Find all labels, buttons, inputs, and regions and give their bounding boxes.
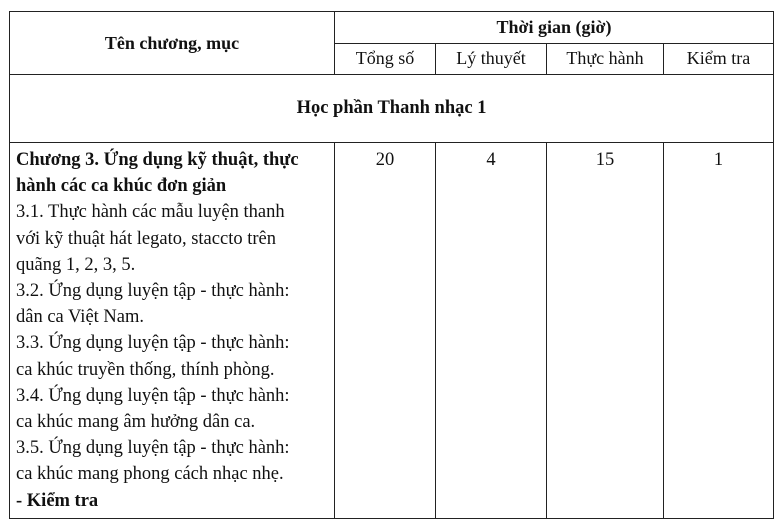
header-practice: Thực hành	[547, 43, 664, 75]
value-practice: 15	[547, 143, 664, 519]
value-test: 1	[664, 143, 774, 519]
chapter-item-line: với kỹ thuật hát legato, staccto trên	[16, 228, 276, 249]
chapter-item-line: 3.2. Ứng dụng luyện tập - thực hành:	[16, 281, 290, 302]
document-page	[9, 11, 774, 519]
chapter-item-line: ca khúc mang phong cách nhạc nhẹ.	[16, 464, 284, 485]
chapter-item-line: 3.3. Ứng dụng luyện tập - thực hành:	[16, 333, 290, 354]
header-row-1	[10, 12, 774, 44]
section-title: Học phần Thanh nhạc 1	[10, 75, 774, 143]
chapter-item-line: dân ca Việt Nam.	[16, 307, 145, 328]
header-chapter-name: Tên chương, mục	[10, 12, 335, 75]
curriculum-table	[9, 11, 774, 519]
chapter-item-line: 3.4. Ứng dụng luyện tập - thực hành:	[16, 385, 290, 406]
chapter-content	[10, 143, 335, 519]
header-test: Kiểm tra	[664, 43, 774, 75]
section-row	[10, 75, 774, 143]
value-total: 20	[335, 143, 436, 519]
chapter-item-line: 3.1. Thực hành các mẫu luyện thanh	[16, 202, 285, 223]
chapter-item-line: ca khúc truyền thống, thính phòng.	[16, 359, 275, 380]
chapter-item-line: quãng 1, 2, 3, 5.	[16, 254, 136, 275]
header-time-group: Thời gian (giờ)	[335, 12, 774, 44]
header-theory: Lý thuyết	[436, 43, 547, 75]
chapter-item-line: ca khúc mang âm hưởng dân ca.	[16, 412, 256, 433]
chapter-item-line: 3.5. Ứng dụng luyện tập - thực hành:	[16, 438, 290, 459]
chapter-final-item: - Kiểm tra	[16, 490, 99, 511]
chapter-title-line: hành các ca khúc đơn giản	[16, 176, 227, 197]
value-theory: 4	[436, 143, 547, 519]
chapter-title-line: Chương 3. Ứng dụng kỹ thuật, thực	[16, 150, 299, 170]
header-total: Tổng số	[335, 43, 436, 75]
chapter-row	[10, 143, 774, 519]
